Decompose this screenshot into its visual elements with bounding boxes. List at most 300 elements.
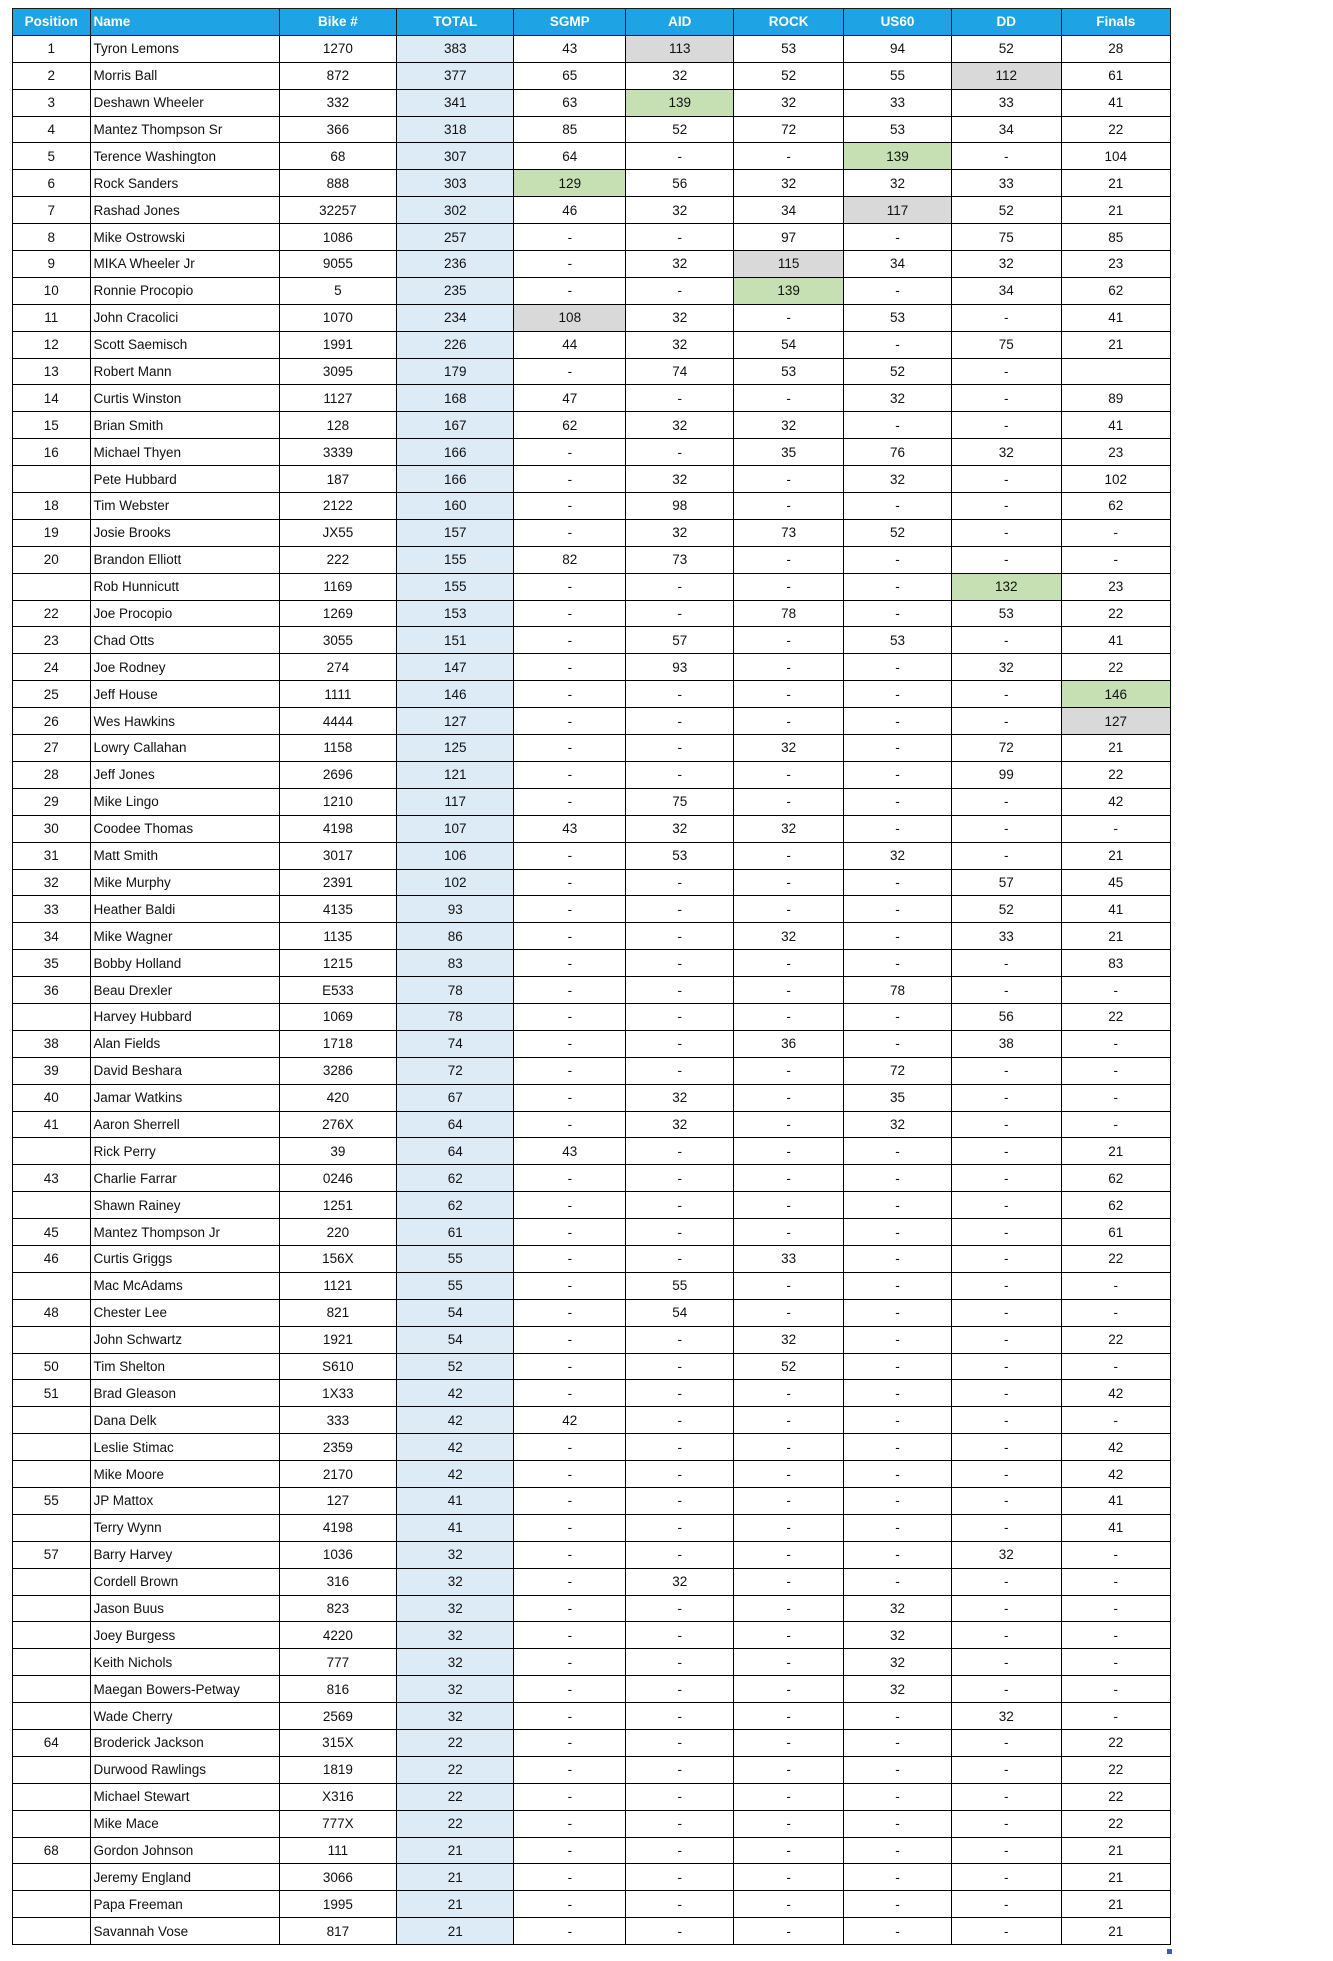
cell-total[interactable]: 21 [397, 1837, 514, 1864]
cell-dd[interactable]: - [952, 466, 1061, 493]
cell-bike-number[interactable]: 39 [279, 1138, 396, 1165]
cell-us60[interactable]: 32 [843, 466, 951, 493]
cell-rock[interactable]: - [734, 1703, 843, 1730]
cell-position[interactable]: 30 [13, 815, 91, 842]
cell-total[interactable]: 383 [397, 35, 514, 62]
cell-name[interactable]: Charlie Farrar [90, 1165, 279, 1192]
cell-bike-number[interactable]: 1269 [279, 600, 396, 627]
cell-bike-number[interactable]: 156X [279, 1245, 396, 1272]
cell-total[interactable]: 93 [397, 896, 514, 923]
cell-aid[interactable]: 53 [626, 842, 734, 869]
header-dd[interactable]: DD [952, 9, 1061, 36]
cell-rock[interactable]: 53 [734, 358, 843, 385]
cell-total[interactable]: 307 [397, 143, 514, 170]
cell-finals[interactable]: - [1061, 1353, 1171, 1380]
cell-name[interactable]: Mantez Thompson Sr [90, 116, 279, 143]
cell-us60[interactable]: 55 [843, 62, 951, 89]
cell-bike-number[interactable]: 3055 [279, 627, 396, 654]
cell-sgmp[interactable]: 65 [514, 62, 626, 89]
cell-position[interactable]: 18 [13, 493, 91, 520]
cell-position[interactable] [13, 1326, 91, 1353]
cell-bike-number[interactable]: 823 [279, 1595, 396, 1622]
cell-rock[interactable]: 32 [734, 735, 843, 762]
cell-sgmp[interactable]: - [514, 627, 626, 654]
cell-position[interactable]: 20 [13, 546, 91, 573]
cell-name[interactable]: Joe Rodney [90, 654, 279, 681]
cell-total[interactable]: 42 [397, 1434, 514, 1461]
cell-name[interactable]: Pete Hubbard [90, 466, 279, 493]
cell-dd[interactable]: - [952, 1676, 1061, 1703]
cell-position[interactable] [13, 1595, 91, 1622]
cell-rock[interactable]: - [734, 1783, 843, 1810]
cell-finals[interactable]: 22 [1061, 761, 1171, 788]
cell-finals[interactable]: - [1061, 1111, 1171, 1138]
cell-us60[interactable]: - [843, 1272, 951, 1299]
cell-sgmp[interactable]: 47 [514, 385, 626, 412]
cell-aid[interactable]: 32 [626, 1111, 734, 1138]
header-finals[interactable]: Finals [1061, 9, 1171, 36]
cell-sgmp[interactable]: - [514, 1487, 626, 1514]
cell-us60[interactable]: - [843, 493, 951, 520]
cell-bike-number[interactable]: 128 [279, 412, 396, 439]
cell-bike-number[interactable]: 333 [279, 1407, 396, 1434]
cell-rock[interactable]: - [734, 1219, 843, 1246]
cell-position[interactable] [13, 1810, 91, 1837]
cell-dd[interactable]: - [952, 1918, 1061, 1945]
cell-position[interactable]: 23 [13, 627, 91, 654]
cell-aid[interactable]: 32 [626, 519, 734, 546]
cell-aid[interactable]: - [626, 1622, 734, 1649]
cell-dd[interactable]: 75 [952, 331, 1061, 358]
cell-name[interactable]: Morris Ball [90, 62, 279, 89]
cell-total[interactable]: 83 [397, 950, 514, 977]
cell-name[interactable]: Alan Fields [90, 1030, 279, 1057]
cell-rock[interactable]: 32 [734, 815, 843, 842]
cell-aid[interactable]: - [626, 923, 734, 950]
cell-us60[interactable]: - [843, 950, 951, 977]
cell-finals[interactable]: - [1061, 1084, 1171, 1111]
cell-aid[interactable]: - [626, 1595, 734, 1622]
cell-us60[interactable]: - [843, 1326, 951, 1353]
cell-rock[interactable]: 34 [734, 197, 843, 224]
cell-name[interactable]: Broderick Jackson [90, 1730, 279, 1757]
cell-dd[interactable]: 32 [952, 654, 1061, 681]
cell-total[interactable]: 42 [397, 1380, 514, 1407]
cell-position[interactable]: 3 [13, 89, 91, 116]
cell-aid[interactable]: - [626, 1487, 734, 1514]
cell-us60[interactable]: - [843, 923, 951, 950]
cell-aid[interactable]: - [626, 708, 734, 735]
cell-sgmp[interactable]: 82 [514, 546, 626, 573]
cell-bike-number[interactable]: 276X [279, 1111, 396, 1138]
cell-bike-number[interactable]: 4220 [279, 1622, 396, 1649]
cell-finals[interactable]: - [1061, 1703, 1171, 1730]
cell-rock[interactable]: - [734, 1730, 843, 1757]
cell-total[interactable]: 127 [397, 708, 514, 735]
cell-bike-number[interactable]: 1X33 [279, 1380, 396, 1407]
cell-bike-number[interactable]: 1169 [279, 573, 396, 600]
cell-finals[interactable]: 61 [1061, 62, 1171, 89]
cell-us60[interactable]: 32 [843, 1649, 951, 1676]
cell-bike-number[interactable]: 2170 [279, 1461, 396, 1488]
cell-dd[interactable]: 32 [952, 1541, 1061, 1568]
cell-bike-number[interactable]: 1086 [279, 224, 396, 251]
cell-total[interactable]: 318 [397, 116, 514, 143]
cell-bike-number[interactable]: 1158 [279, 735, 396, 762]
cell-bike-number[interactable]: 1270 [279, 35, 396, 62]
cell-finals[interactable]: - [1061, 1676, 1171, 1703]
cell-position[interactable]: 40 [13, 1084, 91, 1111]
cell-rock[interactable]: 32 [734, 170, 843, 197]
cell-finals[interactable]: 127 [1061, 708, 1171, 735]
cell-finals[interactable]: - [1061, 1541, 1171, 1568]
cell-finals[interactable]: 23 [1061, 251, 1171, 278]
cell-name[interactable]: Deshawn Wheeler [90, 89, 279, 116]
cell-aid[interactable]: - [626, 1138, 734, 1165]
cell-name[interactable]: Bobby Holland [90, 950, 279, 977]
cell-us60[interactable]: - [843, 735, 951, 762]
cell-us60[interactable]: - [843, 600, 951, 627]
cell-rock[interactable]: 32 [734, 1326, 843, 1353]
cell-dd[interactable]: 52 [952, 896, 1061, 923]
cell-name[interactable]: David Beshara [90, 1057, 279, 1084]
cell-finals[interactable]: 23 [1061, 573, 1171, 600]
cell-finals[interactable]: 42 [1061, 1434, 1171, 1461]
cell-dd[interactable]: - [952, 1407, 1061, 1434]
cell-name[interactable]: Mike Moore [90, 1461, 279, 1488]
cell-finals[interactable]: 22 [1061, 654, 1171, 681]
cell-name[interactable]: Keith Nichols [90, 1649, 279, 1676]
cell-finals[interactable]: 22 [1061, 1810, 1171, 1837]
cell-dd[interactable]: - [952, 788, 1061, 815]
cell-us60[interactable]: 34 [843, 251, 951, 278]
cell-rock[interactable]: - [734, 1649, 843, 1676]
cell-position[interactable] [13, 1407, 91, 1434]
cell-position[interactable]: 1 [13, 35, 91, 62]
cell-us60[interactable]: - [843, 1837, 951, 1864]
cell-total[interactable]: 55 [397, 1272, 514, 1299]
cell-total[interactable]: 302 [397, 197, 514, 224]
cell-sgmp[interactable]: 46 [514, 197, 626, 224]
cell-rock[interactable]: - [734, 1084, 843, 1111]
cell-finals[interactable]: 83 [1061, 950, 1171, 977]
cell-bike-number[interactable]: 4135 [279, 896, 396, 923]
cell-us60[interactable]: 32 [843, 842, 951, 869]
cell-bike-number[interactable]: JX55 [279, 519, 396, 546]
cell-total[interactable]: 64 [397, 1138, 514, 1165]
cell-total[interactable]: 32 [397, 1568, 514, 1595]
cell-sgmp[interactable]: - [514, 1514, 626, 1541]
cell-finals[interactable]: 62 [1061, 277, 1171, 304]
cell-aid[interactable]: - [626, 439, 734, 466]
cell-bike-number[interactable]: 1069 [279, 1003, 396, 1030]
cell-name[interactable]: Chester Lee [90, 1299, 279, 1326]
cell-sgmp[interactable]: 85 [514, 116, 626, 143]
cell-position[interactable] [13, 1622, 91, 1649]
cell-finals[interactable]: 41 [1061, 1487, 1171, 1514]
cell-aid[interactable]: - [626, 735, 734, 762]
cell-position[interactable] [13, 1192, 91, 1219]
cell-finals[interactable]: 21 [1061, 1864, 1171, 1891]
cell-sgmp[interactable]: - [514, 1891, 626, 1918]
cell-total[interactable]: 106 [397, 842, 514, 869]
cell-us60[interactable]: 32 [843, 1595, 951, 1622]
cell-position[interactable]: 19 [13, 519, 91, 546]
cell-bike-number[interactable]: 888 [279, 170, 396, 197]
cell-bike-number[interactable]: 332 [279, 89, 396, 116]
cell-name[interactable]: Jeremy England [90, 1864, 279, 1891]
cell-aid[interactable]: - [626, 1461, 734, 1488]
cell-sgmp[interactable]: - [514, 735, 626, 762]
cell-aid[interactable]: 32 [626, 197, 734, 224]
cell-sgmp[interactable]: - [514, 1192, 626, 1219]
cell-dd[interactable]: 34 [952, 116, 1061, 143]
cell-finals[interactable]: 22 [1061, 1756, 1171, 1783]
cell-finals[interactable]: 61 [1061, 1219, 1171, 1246]
cell-aid[interactable]: - [626, 1730, 734, 1757]
cell-aid[interactable]: - [626, 1703, 734, 1730]
cell-aid[interactable]: - [626, 761, 734, 788]
cell-dd[interactable]: - [952, 1084, 1061, 1111]
cell-us60[interactable]: - [843, 1541, 951, 1568]
cell-rock[interactable]: 36 [734, 1030, 843, 1057]
cell-name[interactable]: Brad Gleason [90, 1380, 279, 1407]
cell-sgmp[interactable]: - [514, 1730, 626, 1757]
cell-dd[interactable]: - [952, 627, 1061, 654]
cell-rock[interactable]: 72 [734, 116, 843, 143]
cell-total[interactable]: 377 [397, 62, 514, 89]
cell-name[interactable]: Chad Otts [90, 627, 279, 654]
cell-sgmp[interactable]: - [514, 1165, 626, 1192]
cell-rock[interactable]: - [734, 788, 843, 815]
cell-name[interactable]: Durwood Rawlings [90, 1756, 279, 1783]
cell-bike-number[interactable]: 274 [279, 654, 396, 681]
cell-name[interactable]: Cordell Brown [90, 1568, 279, 1595]
cell-sgmp[interactable]: - [514, 1111, 626, 1138]
cell-finals[interactable]: 41 [1061, 896, 1171, 923]
cell-aid[interactable]: - [626, 1326, 734, 1353]
cell-total[interactable]: 21 [397, 1891, 514, 1918]
cell-position[interactable] [13, 1272, 91, 1299]
cell-position[interactable] [13, 1003, 91, 1030]
cell-bike-number[interactable]: 3095 [279, 358, 396, 385]
cell-name[interactable]: Jeff House [90, 681, 279, 708]
cell-sgmp[interactable]: 108 [514, 304, 626, 331]
cell-aid[interactable]: - [626, 1649, 734, 1676]
cell-rock[interactable]: - [734, 1057, 843, 1084]
cell-position[interactable]: 7 [13, 197, 91, 224]
cell-position[interactable] [13, 1864, 91, 1891]
cell-bike-number[interactable]: 1210 [279, 788, 396, 815]
cell-finals[interactable]: 21 [1061, 842, 1171, 869]
cell-us60[interactable]: - [843, 1030, 951, 1057]
cell-dd[interactable]: - [952, 1514, 1061, 1541]
cell-aid[interactable]: 32 [626, 304, 734, 331]
cell-aid[interactable]: - [626, 896, 734, 923]
header-name[interactable]: Name [90, 9, 279, 36]
cell-rock[interactable]: - [734, 385, 843, 412]
cell-finals[interactable]: 62 [1061, 1165, 1171, 1192]
cell-rock[interactable]: - [734, 493, 843, 520]
cell-finals[interactable]: 62 [1061, 1192, 1171, 1219]
cell-us60[interactable]: - [843, 331, 951, 358]
cell-position[interactable]: 48 [13, 1299, 91, 1326]
cell-rock[interactable]: 52 [734, 62, 843, 89]
cell-sgmp[interactable]: - [514, 977, 626, 1004]
cell-sgmp[interactable]: - [514, 708, 626, 735]
cell-sgmp[interactable]: - [514, 439, 626, 466]
cell-sgmp[interactable]: 42 [514, 1407, 626, 1434]
cell-finals[interactable]: 21 [1061, 735, 1171, 762]
cell-finals[interactable]: - [1061, 1272, 1171, 1299]
cell-name[interactable]: Ronnie Procopio [90, 277, 279, 304]
cell-position[interactable]: 24 [13, 654, 91, 681]
cell-bike-number[interactable]: 2696 [279, 761, 396, 788]
cell-name[interactable]: Jamar Watkins [90, 1084, 279, 1111]
cell-total[interactable]: 236 [397, 251, 514, 278]
cell-position[interactable]: 46 [13, 1245, 91, 1272]
cell-finals[interactable]: 22 [1061, 1245, 1171, 1272]
cell-bike-number[interactable]: 2391 [279, 869, 396, 896]
cell-aid[interactable]: - [626, 1245, 734, 1272]
cell-us60[interactable]: 35 [843, 1084, 951, 1111]
cell-sgmp[interactable]: 63 [514, 89, 626, 116]
cell-rock[interactable]: - [734, 1595, 843, 1622]
cell-us60[interactable]: - [843, 1192, 951, 1219]
cell-sgmp[interactable]: - [514, 573, 626, 600]
cell-name[interactable]: John Cracolici [90, 304, 279, 331]
cell-name[interactable]: Papa Freeman [90, 1891, 279, 1918]
cell-dd[interactable]: 56 [952, 1003, 1061, 1030]
cell-sgmp[interactable]: - [514, 1219, 626, 1246]
cell-name[interactable]: Beau Drexler [90, 977, 279, 1004]
cell-dd[interactable]: 52 [952, 35, 1061, 62]
cell-name[interactable]: Tim Shelton [90, 1353, 279, 1380]
cell-finals[interactable]: 42 [1061, 788, 1171, 815]
cell-total[interactable]: 32 [397, 1595, 514, 1622]
cell-position[interactable]: 12 [13, 331, 91, 358]
cell-dd[interactable]: - [952, 1165, 1061, 1192]
cell-total[interactable]: 166 [397, 466, 514, 493]
cell-rock[interactable]: 32 [734, 923, 843, 950]
cell-name[interactable]: Coodee Thomas [90, 815, 279, 842]
cell-aid[interactable]: - [626, 1676, 734, 1703]
cell-finals[interactable]: - [1061, 1568, 1171, 1595]
cell-total[interactable]: 64 [397, 1111, 514, 1138]
cell-total[interactable]: 303 [397, 170, 514, 197]
cell-name[interactable]: Lowry Callahan [90, 735, 279, 762]
cell-total[interactable]: 54 [397, 1326, 514, 1353]
cell-rock[interactable]: - [734, 627, 843, 654]
cell-position[interactable]: 10 [13, 277, 91, 304]
cell-us60[interactable]: - [843, 896, 951, 923]
cell-us60[interactable]: - [843, 1703, 951, 1730]
cell-total[interactable]: 41 [397, 1487, 514, 1514]
cell-sgmp[interactable]: - [514, 1864, 626, 1891]
cell-dd[interactable]: 53 [952, 600, 1061, 627]
cell-sgmp[interactable]: - [514, 842, 626, 869]
cell-bike-number[interactable]: 3017 [279, 842, 396, 869]
cell-sgmp[interactable]: - [514, 1030, 626, 1057]
cell-us60[interactable]: - [843, 224, 951, 251]
cell-position[interactable]: 22 [13, 600, 91, 627]
cell-finals[interactable]: 22 [1061, 1783, 1171, 1810]
cell-aid[interactable]: - [626, 1918, 734, 1945]
cell-sgmp[interactable]: 43 [514, 35, 626, 62]
cell-total[interactable]: 166 [397, 439, 514, 466]
cell-bike-number[interactable]: 316 [279, 1568, 396, 1595]
cell-us60[interactable]: - [843, 788, 951, 815]
cell-bike-number[interactable]: 1921 [279, 1326, 396, 1353]
cell-us60[interactable]: - [843, 1783, 951, 1810]
cell-sgmp[interactable]: - [514, 923, 626, 950]
cell-name[interactable]: Rick Perry [90, 1138, 279, 1165]
cell-bike-number[interactable]: 1121 [279, 1272, 396, 1299]
cell-position[interactable] [13, 1514, 91, 1541]
cell-position[interactable]: 64 [13, 1730, 91, 1757]
cell-rock[interactable]: - [734, 546, 843, 573]
cell-us60[interactable]: - [843, 1003, 951, 1030]
cell-name[interactable]: Rock Sanders [90, 170, 279, 197]
cell-us60[interactable]: 32 [843, 1622, 951, 1649]
cell-position[interactable]: 26 [13, 708, 91, 735]
cell-total[interactable]: 102 [397, 869, 514, 896]
cell-sgmp[interactable]: - [514, 1783, 626, 1810]
cell-sgmp[interactable]: - [514, 1353, 626, 1380]
cell-finals[interactable]: 102 [1061, 466, 1171, 493]
cell-total[interactable]: 226 [397, 331, 514, 358]
cell-name[interactable]: MIKA Wheeler Jr [90, 251, 279, 278]
cell-sgmp[interactable]: - [514, 788, 626, 815]
cell-position[interactable] [13, 1676, 91, 1703]
cell-name[interactable]: Joe Procopio [90, 600, 279, 627]
cell-finals[interactable]: 22 [1061, 600, 1171, 627]
cell-bike-number[interactable]: 3066 [279, 1864, 396, 1891]
cell-total[interactable]: 32 [397, 1703, 514, 1730]
cell-finals[interactable] [1061, 358, 1171, 385]
cell-finals[interactable]: 41 [1061, 304, 1171, 331]
cell-aid[interactable]: - [626, 573, 734, 600]
cell-position[interactable]: 9 [13, 251, 91, 278]
cell-total[interactable]: 107 [397, 815, 514, 842]
cell-aid[interactable]: 55 [626, 1272, 734, 1299]
cell-us60[interactable]: - [843, 1219, 951, 1246]
cell-sgmp[interactable]: - [514, 1568, 626, 1595]
cell-sgmp[interactable]: - [514, 654, 626, 681]
cell-sgmp[interactable]: - [514, 1622, 626, 1649]
cell-sgmp[interactable]: - [514, 1299, 626, 1326]
cell-rock[interactable]: - [734, 869, 843, 896]
cell-name[interactable]: Heather Baldi [90, 896, 279, 923]
cell-rock[interactable]: - [734, 1434, 843, 1461]
cell-finals[interactable]: 21 [1061, 197, 1171, 224]
cell-position[interactable]: 43 [13, 1165, 91, 1192]
cell-position[interactable]: 57 [13, 1541, 91, 1568]
cell-position[interactable]: 32 [13, 869, 91, 896]
cell-bike-number[interactable]: E533 [279, 977, 396, 1004]
cell-dd[interactable]: - [952, 1649, 1061, 1676]
cell-us60[interactable]: - [843, 1434, 951, 1461]
cell-dd[interactable]: - [952, 1326, 1061, 1353]
cell-aid[interactable]: 32 [626, 251, 734, 278]
cell-aid[interactable]: - [626, 1434, 734, 1461]
cell-name[interactable]: Savannah Vose [90, 1918, 279, 1945]
cell-aid[interactable]: - [626, 869, 734, 896]
cell-dd[interactable]: - [952, 304, 1061, 331]
cell-dd[interactable]: 112 [952, 62, 1061, 89]
header-aid[interactable]: AID [626, 9, 734, 36]
cell-dd[interactable]: 32 [952, 439, 1061, 466]
